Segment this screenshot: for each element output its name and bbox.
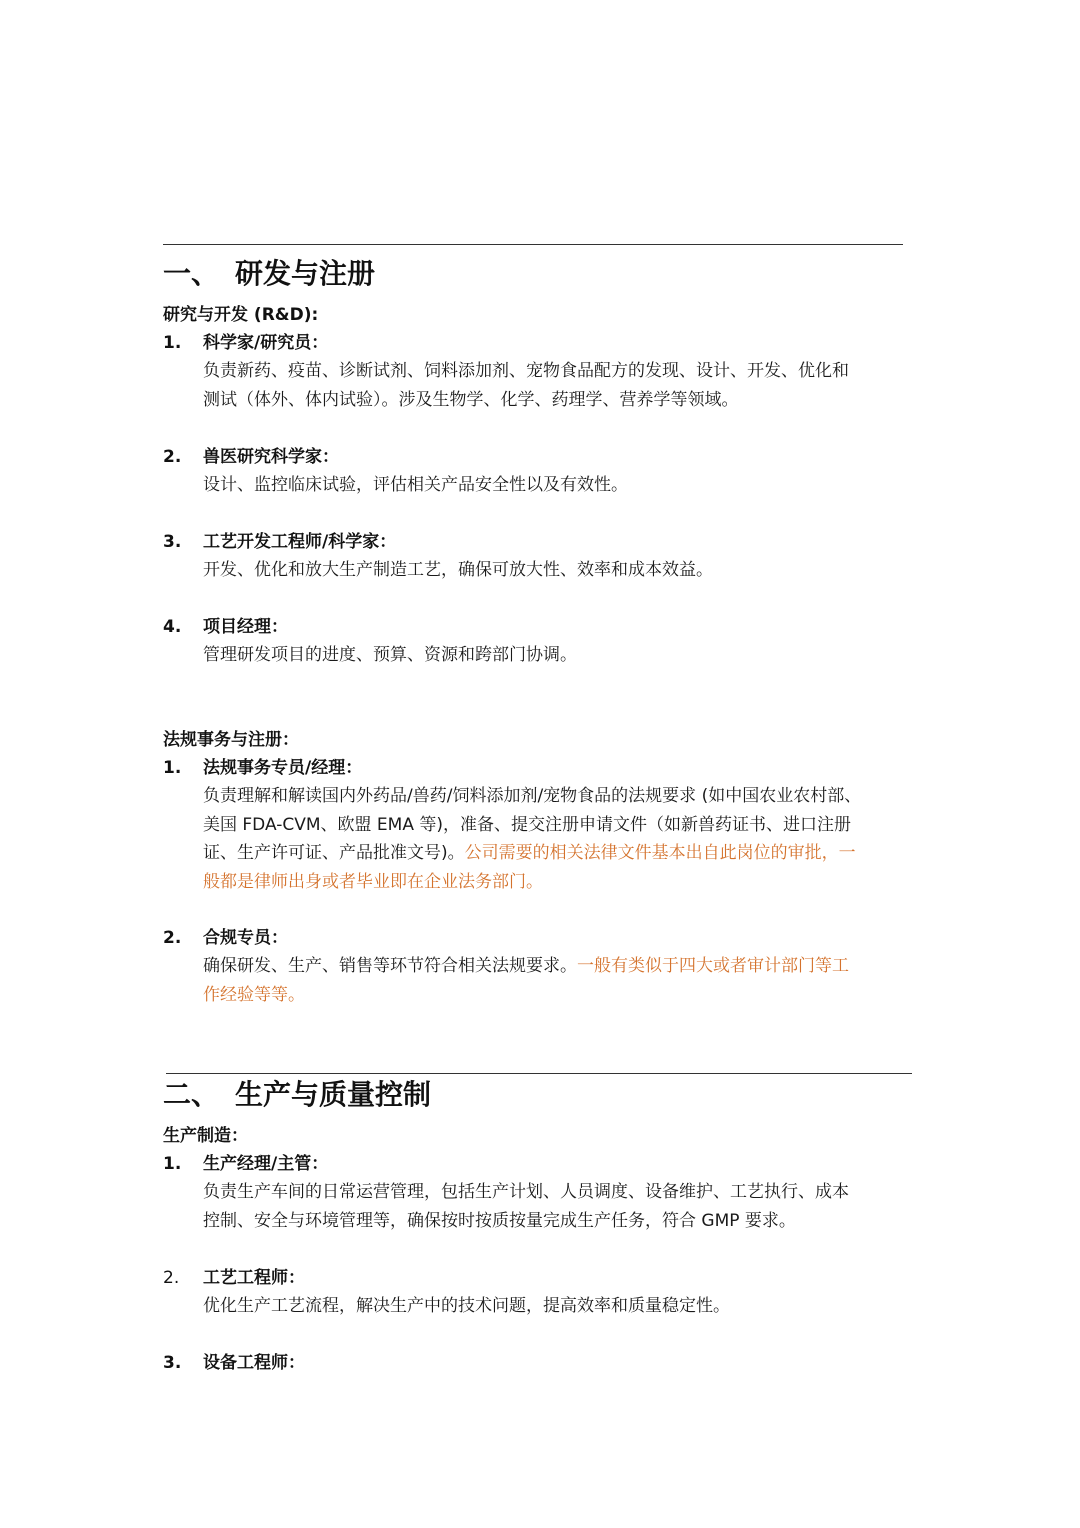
section-number: 一、	[163, 257, 220, 290]
list-item-title: 1. 法规事务专员/经理：	[163, 758, 363, 778]
section-title: 研发与注册	[235, 257, 376, 290]
list-item-title: 4. 项目经理：	[163, 617, 288, 637]
section-number: 二、	[163, 1078, 220, 1111]
list-item-title: 3. 工艺开发工程师/科学家：	[163, 532, 397, 552]
group-heading: 研究与开发 (R&D):	[163, 305, 319, 325]
section-divider	[166, 1073, 912, 1074]
list-item-title: 1. 生产经理/主管：	[163, 1154, 329, 1174]
list-item-description: 负责理解和解读国内外药品/兽药/饲料添加剂/宠物食品的法规要求 (如中国农业农村部、 美国 FDA-CVM、欧盟 EMA 等)，准备、提交注册申请文件（如新兽药证书、进口注册 证、生产许可证、产品批准文号)。公司需要的相关法律文件基本出自此岗位的审批，一 般都是律师出身或者毕业即在企业法务部门。	[203, 786, 862, 892]
group-heading: 法规事务与注册：	[163, 730, 299, 750]
list-item-title: 2. 兽医研究科学家：	[163, 447, 339, 467]
section-heading	[163, 256, 375, 292]
list-item-title: 3. 设备工程师：	[163, 1353, 305, 1373]
list-item-description: 开发、优化和放大生产制造工艺，确保可放大性、效率和成本效益。	[203, 560, 713, 580]
list-item-description: 负责生产车间的日常运营管理，包括生产计划、人员调度、设备维护、工艺执行、成本 控制、安全与环境管理等，确保按时按质按量完成生产任务，符合 GMP 要求。	[203, 1182, 849, 1231]
highlight-note: 作经验等等。	[203, 984, 305, 1005]
list-item-title: 2. 工艺工程师：	[163, 1268, 305, 1288]
section-heading	[163, 1077, 431, 1113]
section-title: 生产与质量控制	[235, 1078, 432, 1111]
group-heading: 生产制造：	[163, 1126, 248, 1146]
highlight-note: 公司需要的相关法律文件基本出自此岗位的审批，一	[464, 843, 856, 863]
list-item-description: 管理研发项目的进度、预算、资源和跨部门协调。	[203, 645, 577, 665]
list-item-description: 确保研发、生产、销售等环节符合相关法规要求。一般有类似于四大或者审计部门等工 作经验等等。	[203, 956, 849, 1005]
highlight-note: 般都是律师出身或者毕业即在企业法务部门。	[203, 871, 543, 892]
list-item-description: 设计、监控临床试验，评估相关产品安全性以及有效性。	[203, 475, 628, 495]
section-divider	[163, 244, 903, 245]
list-item-description: 负责新药、疫苗、诊断试剂、饲料添加剂、宠物食品配方的发现、设计、开发、优化和 测试（体外、体内试验）。涉及生物学、化学、药理学、营养学等领域。	[203, 361, 849, 410]
list-item-description: 优化生产工艺流程，解决生产中的技术问题，提高效率和质量稳定性。	[203, 1296, 730, 1316]
list-item-title: 2. 合规专员：	[163, 928, 288, 948]
list-item-title: 1. 科学家/研究员：	[163, 333, 329, 353]
highlight-note: 一般有类似于四大或者审计部门等工	[577, 956, 849, 976]
